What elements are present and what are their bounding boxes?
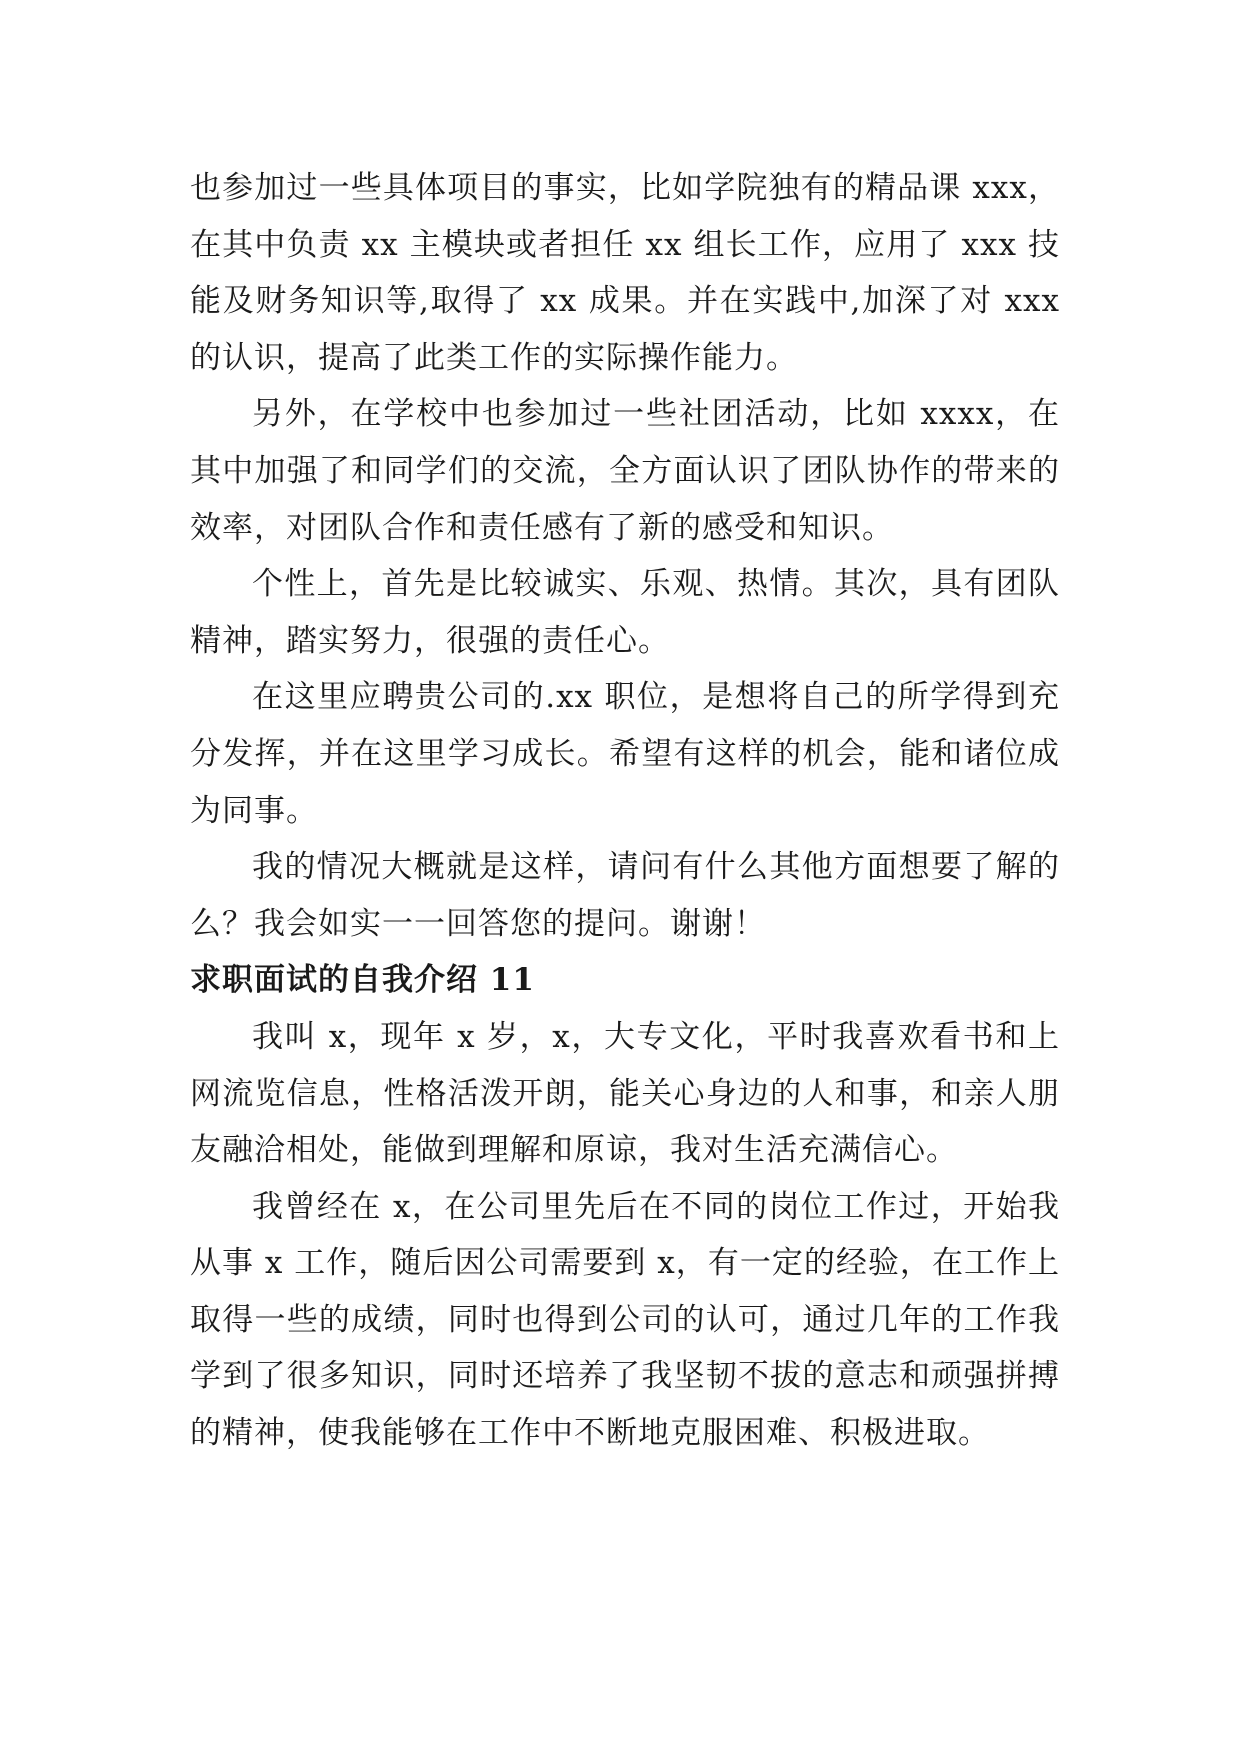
paragraph-project-experience: 也参加过一些具体项目的事实，比如学院独有的精品课 xxx，在其中负责 xx 主模块或者担任 xx 组长工作，应用了 xxx 技能及财务知识等,取得了 xx 成果。并在实践中,加深了对 xxx 的认识，提高了此类工作的实际操作能力。 [190,170,1060,376]
paragraph-work-experience: 我曾经在 x，在公司里先后在不同的岗位工作过，开始我从事 x 工作，随后因公司需要到 x，有一定的经验，在工作上取得一些的成绩，同时也得到公司的认可，通过几年的工作我学到了很多知识，同时还培养了我坚韧不拔的意志和顽强拼搏的精神，使我能够在工作中不断地克服困难、积极进取。 [190,1188,1060,1452]
paragraph-personality: 个性上，首先是比较诚实、乐观、热情。其次，具有团队精神，踏实努力，很强的责任心。 [190,566,1060,659]
paragraph-club-activities: 另外，在学校中也参加过一些社团活动，比如 xxxx，在其中加强了和同学们的交流，全方面认识了团队协作的带来的效率，对团队合作和责任感有了新的感受和知识。 [190,396,1060,546]
paragraph-personal-intro: 我叫 x，现年 x 岁，x，大专文化，平时我喜欢看书和上网流览信息，性格活泼开朗，能关心身边的人和事，和亲人朋友融洽相处，能做到理解和原谅，我对生活充满信心。 [190,1018,1060,1169]
paragraph-closing: 我的情况大概就是这样，请问有什么其他方面想要了解的么？我会如实一一回答您的提问。谢谢！ [190,849,1060,942]
document-body [190,160,1060,1462]
paragraph-application-reason: 在这里应聘贵公司的.xx 职位，是想将自己的所学得到充分发挥，并在这里学习成长。希望有这样的机会，能和诸位成为同事。 [190,679,1060,829]
section-title: 求职面试的自我介绍 11 [190,962,535,999]
